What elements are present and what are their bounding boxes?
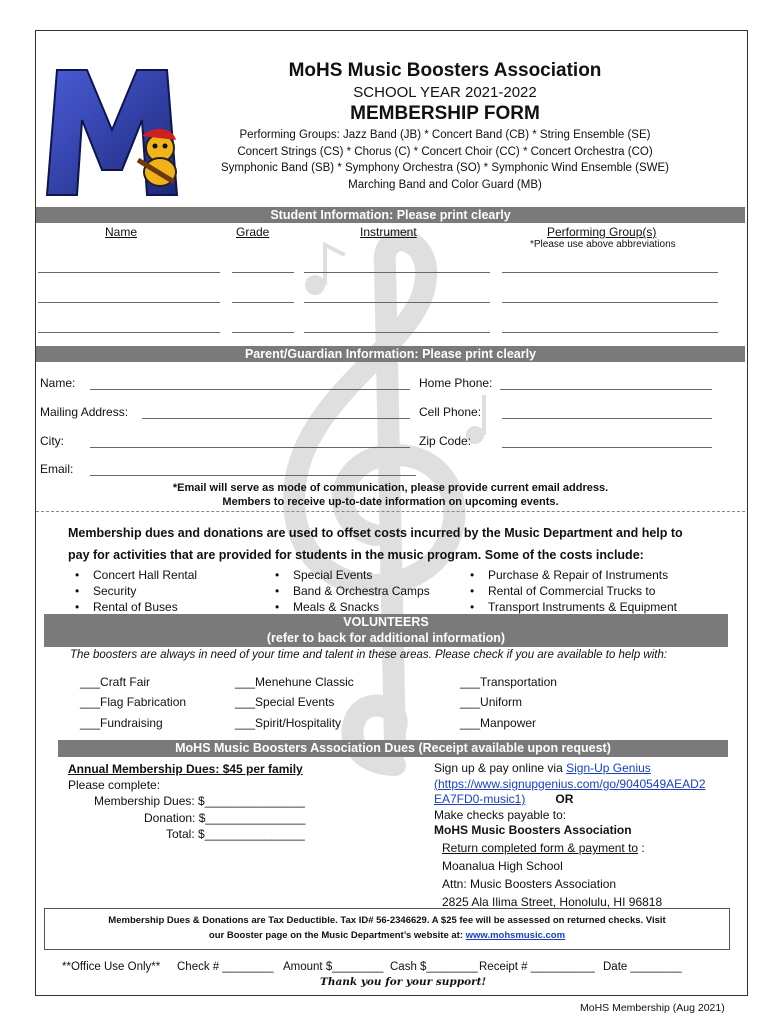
volunteers-subtitle: (refer to back for additional information) xyxy=(266,631,506,645)
groups-line: Concert Strings (CS) * Chorus (C) * Concert Choir (CC) * Concert Orchestra (CO) xyxy=(237,145,653,158)
list-item: • Concert Hall Rental xyxy=(75,567,197,583)
email-note-line: Members to receive up-to-date information on upcoming events. xyxy=(222,496,559,508)
col-name: Name xyxy=(105,225,138,239)
school-year: SCHOOL YEAR 2021-2022 xyxy=(353,84,537,101)
volunteers-intro: The boosters are always in need of your time and talent in these areas. Please check if you are available to help with: xyxy=(70,649,668,661)
email-label: Email: xyxy=(40,462,74,476)
zip-code-label: Zip Code: xyxy=(419,434,472,448)
groups-line: Performing Groups: Jazz Band (JB) * Concert Band (CB) * String Ensemble (SE) xyxy=(239,129,651,141)
payee: MoHS Music Boosters Association xyxy=(434,823,632,837)
email-note-line: *Email will serve as mode of communication, please provide current email address. xyxy=(172,482,609,494)
section-divider xyxy=(36,511,745,512)
tax-line: our Booster page on the Music Department’s website at: xyxy=(208,930,466,941)
date-field[interactable]: Date ________ xyxy=(603,961,682,973)
footer-text: MoHS Membership (Aug 2021) xyxy=(580,1002,725,1014)
donation-field[interactable]: Donation: $_______________ xyxy=(144,811,306,825)
volunteer-option[interactable]: ___Uniform xyxy=(460,695,523,709)
return-colon: : xyxy=(638,841,645,855)
music-boosters-logo-icon xyxy=(42,60,182,200)
payment-info xyxy=(434,761,734,839)
membership-dues-field[interactable]: Membership Dues: $_______________ xyxy=(94,794,305,808)
zip-code-field[interactable] xyxy=(502,447,712,448)
parent-name-label: Name: xyxy=(40,376,76,390)
list-item: • Band & Orchestra Camps xyxy=(275,583,430,599)
list-item: • Meals & Snacks xyxy=(275,599,430,615)
groups-line: Symphonic Band (SB) * Symphony Orchestra (SO) * Symphonic Wind Ensemble (SWE) xyxy=(220,162,670,174)
signup-prefix: Sign up & pay online via xyxy=(434,761,567,775)
list-item: • Special Events xyxy=(275,567,430,583)
dues-section-header: MoHS Music Boosters Association Dues (Receipt available upon request) xyxy=(58,740,728,757)
please-complete: Please complete: xyxy=(68,778,161,792)
performing-groups-list xyxy=(200,127,690,193)
dues-intro-line: pay for activities that are provided for students in the music program. Some of the costs include: xyxy=(68,548,644,562)
return-address xyxy=(442,839,662,911)
email-note xyxy=(36,481,745,509)
col-performing-groups: Performing Group(s) xyxy=(547,225,657,239)
costs-list-3 xyxy=(470,567,677,615)
volunteer-option[interactable]: ___Manpower xyxy=(460,716,537,730)
home-phone-label: Home Phone: xyxy=(419,376,493,390)
annual-dues: Annual Membership Dues: $45 per family xyxy=(68,762,303,776)
return-line: Return completed form & payment to xyxy=(442,841,639,855)
mohs-music-website-link[interactable]: www.mohsmusic.com xyxy=(465,930,566,941)
signup-url-link[interactable]: (https://www.signupgenius.com/go/9040549AEAD2 xyxy=(434,776,706,791)
address-line: 2825 Ala Ilima Street, Honolulu, HI 96818 xyxy=(442,895,663,909)
list-item: • Rental of Commercial Trucks to xyxy=(470,583,677,599)
home-phone-field[interactable] xyxy=(500,389,712,390)
dues-intro xyxy=(68,522,708,566)
col-grade: Grade xyxy=(236,225,270,239)
cell-phone-label: Cell Phone: xyxy=(419,405,482,419)
volunteer-option[interactable]: ___Special Events xyxy=(235,695,335,709)
student-section-header: Student Information: Please print clearly xyxy=(36,207,745,223)
city-field[interactable] xyxy=(90,447,410,448)
total-field[interactable]: Total: $_______________ xyxy=(166,827,305,841)
volunteer-option[interactable]: ___Flag Fabrication xyxy=(80,695,187,709)
mailing-address-label: Mailing Address: xyxy=(40,405,129,419)
volunteer-option[interactable]: ___Menehune Classic xyxy=(235,675,354,689)
volunteer-option[interactable]: ___Craft Fair xyxy=(80,675,151,689)
costs-list-2 xyxy=(275,567,430,615)
receipt-number-field[interactable]: Receipt # __________ xyxy=(479,961,595,973)
groups-line: Marching Band and Color Guard (MB) xyxy=(348,178,542,191)
list-item: • Purchase & Repair of Instruments xyxy=(470,567,677,583)
list-item: • Rental of Buses xyxy=(75,599,197,615)
cash-field[interactable]: Cash $________ xyxy=(390,961,478,973)
email-field[interactable] xyxy=(90,475,416,476)
signup-genius-link[interactable]: Sign-Up Genius xyxy=(566,761,651,775)
check-number-field[interactable]: Check # ________ xyxy=(177,961,274,973)
volunteer-option[interactable]: ___Spirit/Hospitality xyxy=(235,716,342,730)
groups-note: *Please use above abbreviations xyxy=(530,239,676,250)
thank-you-banner: Thank you for your support! xyxy=(320,976,487,988)
org-title: MoHS Music Boosters Association xyxy=(288,60,602,81)
office-use-label: **Office Use Only** xyxy=(62,961,161,973)
mailing-address-field[interactable] xyxy=(142,418,410,419)
parent-name-field[interactable] xyxy=(90,389,410,390)
tax-info-box xyxy=(44,908,730,950)
list-item: • Security xyxy=(75,583,197,599)
volunteers-header xyxy=(44,614,728,647)
checks-payable: Make checks payable to: xyxy=(434,807,567,822)
list-item: • Transport Instruments & Equipment xyxy=(470,599,677,615)
city-label: City: xyxy=(40,434,64,448)
parent-section-header: Parent/Guardian Information: Please print clearly xyxy=(36,346,745,362)
col-instrument: Instrument xyxy=(360,225,417,239)
volunteers-title: VOLUNTEERS xyxy=(343,615,429,629)
dues-intro-line: Membership dues and donations are used to offset costs incurred by the Music Department and help to xyxy=(68,526,683,540)
form-title: MEMBERSHIP FORM xyxy=(350,103,540,124)
address-line: Attn: Music Boosters Association xyxy=(442,877,617,891)
tax-line: Membership Dues & Donations are Tax Deductible. Tax ID# 56-2346629. A $25 fee will be assessed on returned checks. Visit xyxy=(108,915,666,926)
amount-field[interactable]: Amount $________ xyxy=(283,961,384,973)
or-label: OR xyxy=(555,792,574,806)
cell-phone-field[interactable] xyxy=(502,418,712,419)
signup-url-link-cont[interactable]: EA7FD0-music1) xyxy=(434,792,526,806)
volunteer-option[interactable]: ___Transportation xyxy=(460,675,557,689)
address-line: Moanalua High School xyxy=(442,859,563,873)
costs-list-1 xyxy=(75,567,197,615)
volunteer-option[interactable]: ___Fundraising xyxy=(80,716,163,730)
